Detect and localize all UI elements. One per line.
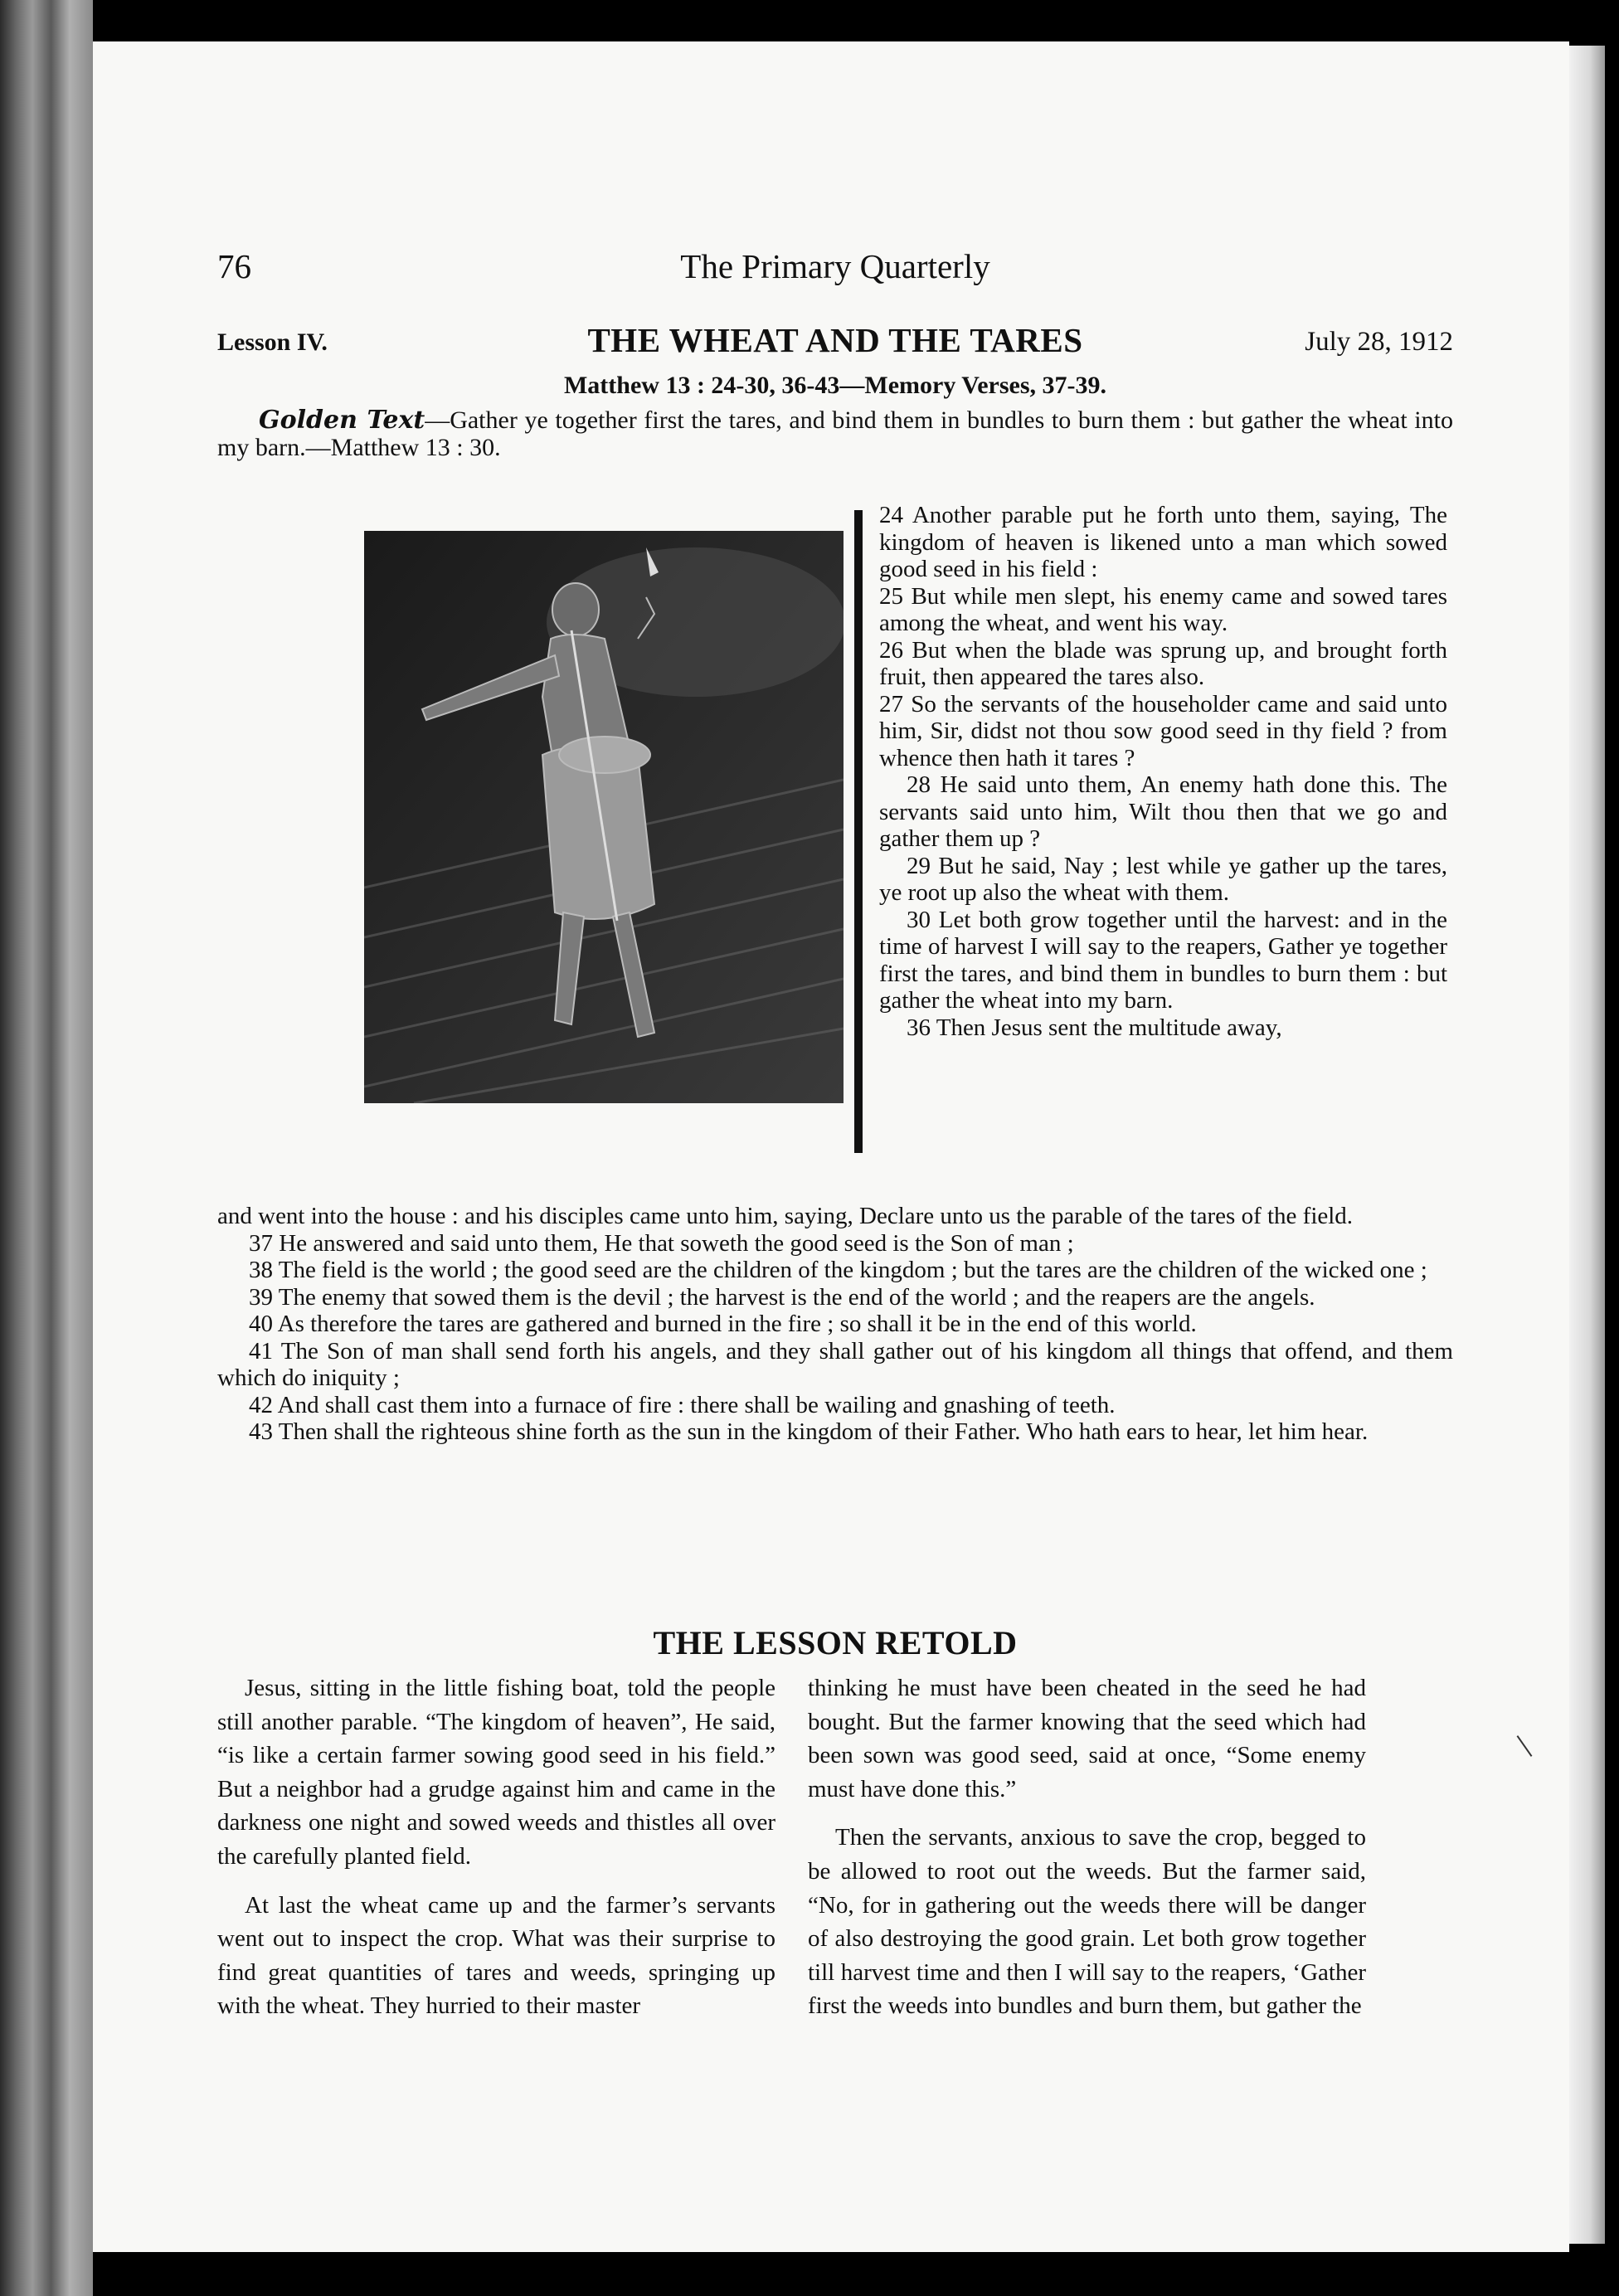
verse-37: 37 He answered and said unto them, He that soweth the good seed is the Son of man ; bbox=[249, 1229, 1074, 1257]
retold-heading: THE LESSON RETOLD bbox=[653, 1624, 1018, 1661]
retold-paragraph: At last the wheat came up and the farmer’s servants went out to inspect the crop. What was their surprise to find great quantities of tares and weeds, springing up with the wheat. They hurried to their master bbox=[217, 1891, 775, 2020]
next-page-edge bbox=[1568, 46, 1605, 2244]
page-number: 76 bbox=[217, 247, 251, 285]
golden-text bbox=[217, 406, 1453, 461]
golden-text-label: Golden Text bbox=[259, 406, 425, 435]
sower-illustration bbox=[364, 531, 844, 1103]
lesson-header bbox=[217, 320, 1453, 370]
verse-41: 41 The Son of man shall send forth his angels, and they shall gather out of his kingdom all things that offend, and them which do iniquity ; bbox=[217, 1337, 1453, 1391]
verse-30: 30 Let both grow together until the harvest: and in the time of harvest I will say to the reapers, Gather ye together first the tares, and bind them in bundles to burn them : but gather the wheat into my barn. bbox=[879, 906, 1447, 1014]
scripture-column bbox=[879, 502, 1447, 1041]
verse-39: 39 The enemy that sowed them is the devil ; the harvest is the end of the world ; and the reapers are the angels. bbox=[249, 1283, 1315, 1311]
book-page bbox=[93, 41, 1569, 2252]
running-title: The Primary Quarterly bbox=[680, 247, 990, 285]
verse-38: 38 The field is the world ; the good seed are the children of the kingdom ; but the tares are the children of the wicked one ; bbox=[249, 1257, 1427, 1283]
verse-26: 26 But when the blade was sprung up, and brought forth fruit, then appeared the tares also. bbox=[879, 636, 1447, 690]
verse-36-cont: and went into the house : and his disciples came unto him, saying, Declare unto us the parable of the tares of the field. bbox=[217, 1203, 1354, 1229]
verse-36: 36 Then Jesus sent the multitude away, bbox=[907, 1014, 1282, 1041]
verse-29: 29 But he said, Nay ; lest while ye gather up the tares, ye root up also the wheat with them. bbox=[879, 852, 1447, 906]
verse-40: 40 As therefore the tares are gathered and burned in the fire ; so shall it be in the end of this world. bbox=[249, 1311, 1197, 1337]
retold-left-column bbox=[217, 1671, 775, 2038]
book-binding bbox=[0, 0, 93, 2296]
verse-24: 24 Another parable put he forth unto them, saying, The kingdom of heaven is likened unto a man which sowed good seed in his field : bbox=[879, 502, 1447, 582]
retold-paragraph: Jesus, sitting in the little fishing boat, told the people still another parable. “The kingdom of heaven”, He said, “is like a certain farmer sowing good seed in his field.” But a neighbor had a grudge against him and came in the darkness one night and sowed weeds and thistles all over the carefully planted field. bbox=[217, 1675, 775, 1870]
lesson-date: July 28, 1912 bbox=[1305, 327, 1453, 357]
stray-mark bbox=[1517, 1735, 1533, 1757]
scripture-full-width bbox=[217, 1203, 1453, 1446]
running-head bbox=[217, 246, 1453, 296]
lesson-title: THE WHEAT AND THE TARES bbox=[587, 321, 1083, 359]
column-rule bbox=[854, 510, 863, 1153]
scripture-reference: Matthew 13 : 24-30, 36-43—Memory Verses, 37-39. bbox=[563, 372, 1107, 399]
verse-25: 25 But while men slept, his enemy came and sowed tares among the wheat, and went his way. bbox=[879, 582, 1447, 636]
sower-figure-image bbox=[364, 531, 844, 1103]
golden-text-body: —Gather ye together first the tares, and bind them in bundles to burn them : but gather the wheat into my barn.—Matthew 13 : 30. bbox=[217, 406, 1453, 461]
verse-27: 27 So the servants of the householder came and said unto him, Sir, didst not thou sow good seed in thy field ? from whence then hath it tares ? bbox=[879, 690, 1447, 771]
lesson-number: Lesson IV. bbox=[217, 328, 328, 356]
retold-paragraph: thinking he must have been cheated in the seed he had bought. But the farmer knowing that the seed which had been sown was good seed, said at once, “Some enemy must have done this.” bbox=[808, 1675, 1366, 1802]
retold-paragraph: Then the servants, anxious to save the crop, begged to be allowed to root out the weeds. But the farmer said, “No, for in gathering out the weeds there will be danger of also destroying the good grain. Let both grow together till harvest time and then I will say to the reapers, ‘Gather first the weeds into bundles and burn them, but gather the bbox=[808, 1824, 1366, 2020]
verse-42: 42 And shall cast them into a furnace of fire : there shall be wailing and gnashing of teeth. bbox=[249, 1391, 1116, 1418]
retold-right-column bbox=[808, 1671, 1366, 2038]
verse-43: 43 Then shall the righteous shine forth as the sun in the kingdom of their Father. Who hath ears to hear, let him hear. bbox=[249, 1418, 1369, 1445]
verse-28: 28 He said unto them, An enemy hath done this. The servants said unto him, Wilt thou then that we go and gather them up ? bbox=[879, 771, 1447, 852]
